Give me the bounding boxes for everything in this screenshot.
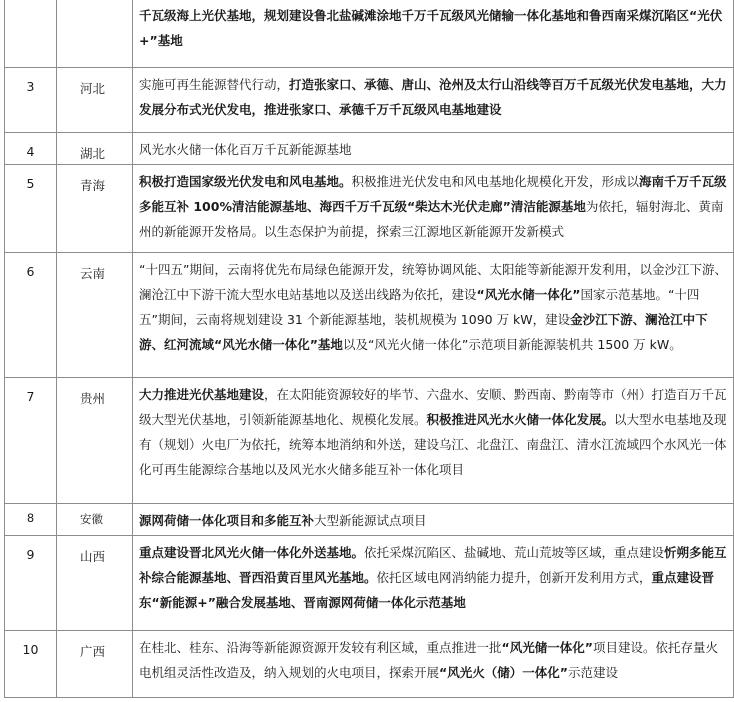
row-number: [5, 0, 57, 68]
row-description: [133, 0, 734, 68]
row-description: [133, 133, 734, 165]
row-number: 10: [5, 631, 57, 698]
bold-text-segment: 积极打造国家级光伏发电和风电基地。: [139, 174, 352, 189]
bold-text-segment: 忻朔多能互补综合能源基地、晋西沿黄百里风光基地。: [139, 545, 727, 585]
text-segment: 风光水火储一体化百万千瓦新能源基地: [139, 142, 352, 157]
bold-text-segment: 打造张家口、承德、唐山、沧州及太行山沿线等百万千瓦级光伏发电基地，大力发展分布式光伏发电，推进张家口、承德千万千瓦级风电基地建设: [139, 77, 727, 117]
row-description: [133, 631, 734, 698]
text-segment: 以大型水电基地及现有（规划）火电厂为依托，统筹本地消纳和外送，建设乌江、北盘江、南盘江、清水江流域四个水风光一体化可再生能源综合基地以及风光水火储多能互补一体化项目: [139, 412, 727, 477]
row-description: [133, 253, 734, 378]
province-name: 广西: [57, 631, 133, 698]
text-segment: 依托区域电网消纳能力提升，创新开发利用方式，: [376, 570, 652, 585]
row-description: [133, 504, 734, 536]
bold-text-segment: 千瓦级海上光伏基地，规划建设鲁北盐碱滩涂地千万千瓦级风光储输一体化基地和鲁西南采煤沉陷区“光伏+”基地: [139, 8, 723, 48]
bold-text-segment: “风光火（储）一体化”: [439, 665, 568, 680]
province-name: 河北: [57, 68, 133, 133]
row-number: 7: [5, 378, 57, 504]
text-segment: 国家示范基地。“十四五”期间，云南将规划建设 31 个新能源基地，装机规模为 1090 万 kW，建设: [139, 287, 700, 327]
table-body: [5, 0, 734, 698]
row-description: [133, 165, 734, 253]
table-row: [5, 68, 734, 133]
table-row: [5, 165, 734, 253]
table-row: [5, 133, 734, 165]
row-description: [133, 378, 734, 504]
text-segment: 实施可再生能源替代行动，: [139, 77, 290, 92]
bold-text-segment: “风光水储一体化”: [476, 287, 581, 302]
province-energy-base-table: [4, 0, 734, 698]
text-segment: 项目建设。依托存量火电机组灵活性改造及，纳入规划的火电项目，探索开展: [139, 640, 718, 680]
table-row: [5, 536, 734, 631]
province-name: 贵州: [57, 378, 133, 504]
table-row: [5, 631, 734, 698]
row-number: 8: [5, 504, 57, 536]
text-segment: 在桂北、桂东、沿海等新能源资源开发较有利区域，重点推进一批: [139, 640, 502, 655]
bold-text-segment: 重点建设晋东“新能源+”融合发展基地、晋南源网荷储一体化示范基地: [139, 570, 715, 610]
province-name: 山西: [57, 536, 133, 631]
province-name: [57, 0, 133, 68]
bold-text-segment: 金沙江下游、澜沧江中下游、红河流域“风光水储一体化”基地: [139, 312, 708, 352]
bold-text-segment: 积极推进风光水火储一体化发展。: [426, 412, 615, 427]
row-number: 6: [5, 253, 57, 378]
bold-text-segment: 海南千万千瓦级多能互补 100%清洁能源基地、海西千万千瓦级“柴达木光伏走廊”清洁能源基地: [139, 174, 727, 214]
bold-text-segment: 源网荷储一体化项目和多能互补: [139, 513, 315, 528]
row-number: 5: [5, 165, 57, 253]
text-segment: ，在太阳能资源较好的毕节、六盘水、安顺、黔西南、黔南等市（州）打造百万千瓦级大型光伏基地，引领新能源基地化、规模化发展。: [139, 387, 727, 427]
table-row: [5, 253, 734, 378]
text-segment: 大型新能源试点项目: [314, 513, 427, 528]
text-segment: “十四五”期间，云南将优先布局绿色能源开发，统筹协调风能、太阳能等新能源开发利用，以金沙江下游、澜沧江中下游干流大型水电站基地以及送出线路为依托，建设: [139, 262, 727, 302]
row-number: 4: [5, 133, 57, 165]
row-description: [133, 68, 734, 133]
bold-text-segment: “风光储一体化”: [501, 640, 593, 655]
row-description: [133, 536, 734, 631]
text-segment: 示范建设: [567, 665, 618, 680]
text-segment: 以及“风光火储一体化”示范项目新能源装机共 1500 万 kW。: [342, 337, 682, 352]
text-segment: 依托采煤沉陷区、盐碱地、荒山荒坡等区域，重点建设: [364, 545, 665, 560]
table-row: [5, 378, 734, 504]
bold-text-segment: 大力推进光伏基地建设: [139, 387, 265, 402]
province-name: 云南: [57, 253, 133, 378]
province-name: 青海: [57, 165, 133, 253]
table-row: [5, 0, 734, 68]
text-segment: 积极推进光伏发电和风电基地化规模化开发，形成以: [351, 174, 640, 189]
row-number: 3: [5, 68, 57, 133]
table-row: [5, 504, 734, 536]
province-name: 安徽: [57, 504, 133, 536]
bold-text-segment: 重点建设晋北风光火储一体化外送基地。: [139, 545, 365, 560]
text-segment: 为依托，辐射海北、黄南州的新能源开发格局。以生态保护为前提，探索三江源地区新能源开发新模式: [139, 199, 724, 239]
province-name: 湖北: [57, 133, 133, 165]
row-number: 9: [5, 536, 57, 631]
